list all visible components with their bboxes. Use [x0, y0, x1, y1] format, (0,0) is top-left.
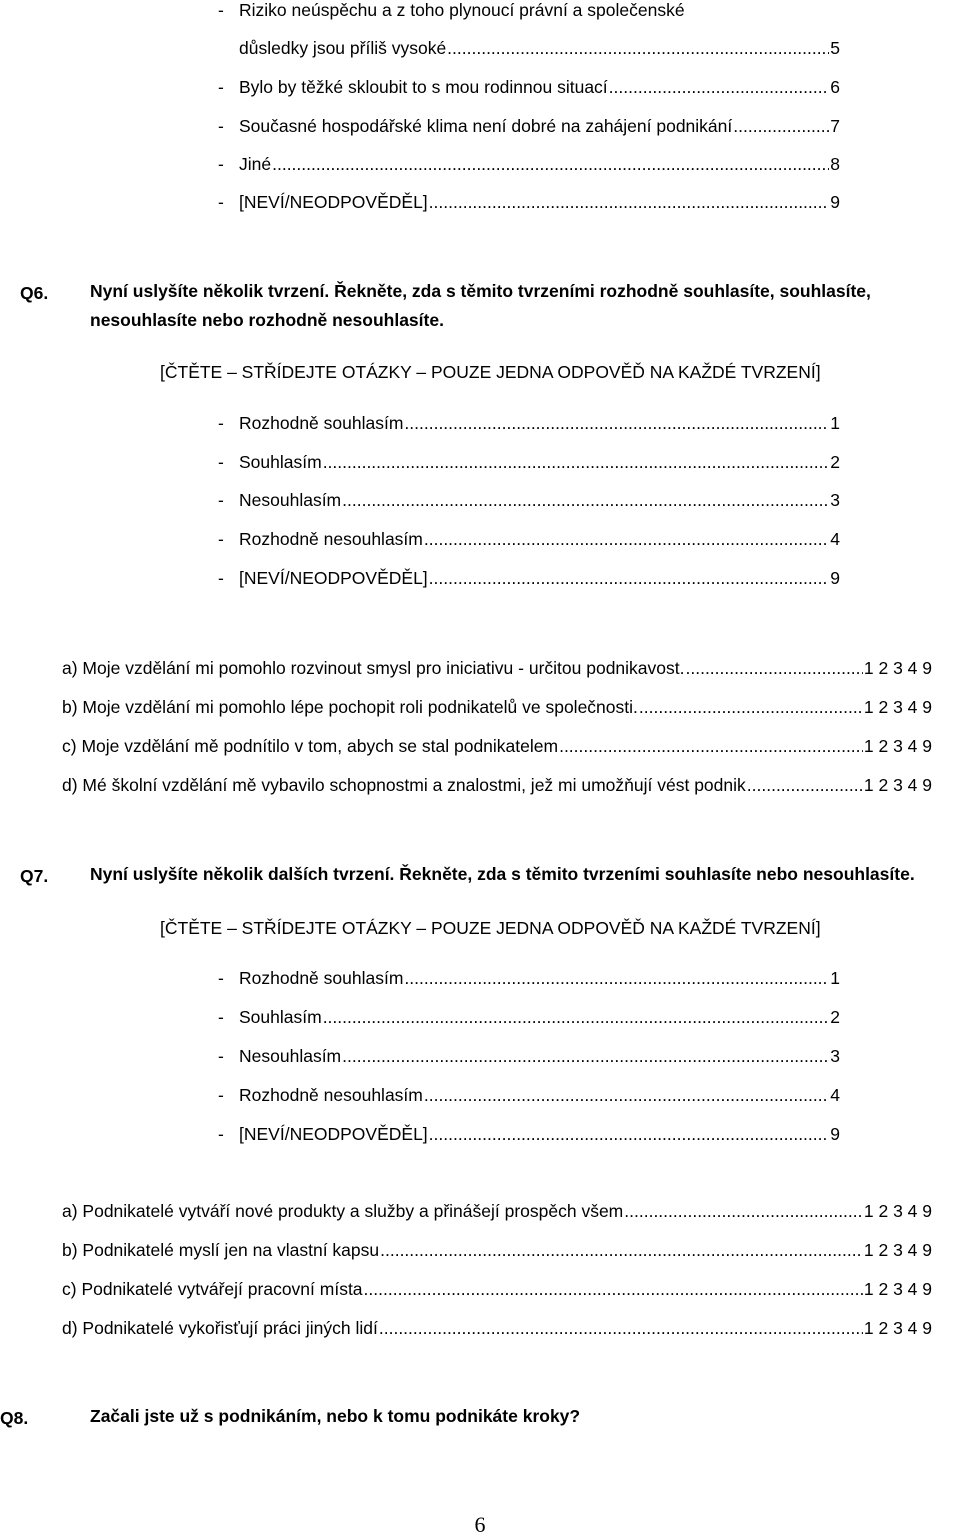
question-text: Začali jste už s podnikáním, nebo k tomu podnikáte kroky? [90, 1406, 581, 1426]
option-row: - [NEVÍ/NEODPOVĚDĚL] ..... 9 [218, 192, 840, 213]
statement-row [62, 1318, 932, 1339]
option-code: 2 [830, 452, 840, 472]
option-label: Souhlasím [239, 452, 322, 472]
statement-codes: 1 2 3 4 9 [863, 697, 932, 717]
statement-codes: 1 2 3 4 9 [863, 775, 932, 795]
option-label: Rozhodně nesouhlasím [239, 529, 423, 549]
option-row: - Souhlasím ..... 2 [218, 1007, 840, 1028]
option-label: Rozhodně nesouhlasím [239, 1085, 423, 1105]
statement-row [62, 697, 932, 718]
option-label: Nesouhlasím [239, 490, 342, 510]
option-code: 1 [830, 413, 840, 433]
option-code: 7 [830, 116, 840, 136]
statement-codes: 1 2 3 4 9 [863, 1201, 932, 1221]
statement-text: b) Podnikatelé myslí jen na vlastní kapsu [62, 1240, 380, 1260]
option-row: - Rozhodně nesouhlasím ..... 4 [218, 529, 840, 550]
option-row [239, 38, 840, 59]
option-label: Rozhodně souhlasím [239, 413, 404, 433]
statement-row [62, 1279, 932, 1300]
statement-row [62, 736, 932, 757]
option-code: 3 [830, 1046, 840, 1066]
option-row: - Bylo by těžké skloubit to s mou rodinnou situací ..... 6 [218, 77, 840, 98]
statement-text: a) Moje vzdělání mi pomohlo rozvinout smysl pro iniciativu - určitou podnikavost. [62, 658, 685, 678]
option-label: Bylo by těžké skloubit to s mou rodinnou situací [239, 77, 608, 97]
option-row: - Jiné ..... 8 [218, 154, 840, 175]
option-code: 6 [830, 77, 840, 97]
option-row: - Rozhodně nesouhlasím ..... 4 [218, 1085, 840, 1106]
option-label: Současné hospodářské klima není dobré na zahájení podnikání [239, 116, 733, 136]
option-row: - Rozhodně souhlasím ..... 1 [218, 413, 840, 434]
statement-codes: 1 2 3 4 9 [863, 1318, 932, 1338]
option-code: 1 [830, 968, 840, 988]
option-code: 4 [830, 1085, 840, 1105]
option-label: Souhlasím [239, 1007, 322, 1027]
statement-row [62, 658, 932, 679]
option-code: 5 [830, 38, 840, 58]
statement-text: b) Moje vzdělání mi pomohlo lépe pochopit roli podnikatelů ve společnosti. [62, 697, 638, 717]
statement-row [62, 1240, 932, 1261]
option-code: 9 [830, 1124, 840, 1144]
option-code: 4 [830, 529, 840, 549]
option-row: - Rozhodně souhlasím ..... 1 [218, 968, 840, 989]
statement-row [62, 1201, 932, 1222]
option-row: - Nesouhlasím ..... 3 [218, 490, 840, 511]
option-label: Rozhodně souhlasím [239, 968, 404, 988]
statement-text: c) Moje vzdělání mě podnítilo v tom, abych se stal podnikatelem [62, 736, 559, 756]
option-label: Riziko neúspěchu a z toho plynoucí právní a společenské [239, 0, 685, 20]
statement-codes: 1 2 3 4 9 [863, 736, 932, 756]
question-number: Q8. [0, 1408, 29, 1428]
question-text-line: nesouhlasíte nebo rozhodně nesouhlasíte. [90, 310, 444, 330]
option-row: - Nesouhlasím ..... 3 [218, 1046, 840, 1067]
statement-codes: 1 2 3 4 9 [863, 1240, 932, 1260]
statement-row [62, 775, 932, 796]
option-label: Nesouhlasím [239, 1046, 342, 1066]
option-code: 9 [830, 192, 840, 212]
option-row: - Riziko neúspěchu a z toho plynoucí právní a společenské [218, 0, 685, 20]
option-code: 2 [830, 1007, 840, 1027]
option-label: Jiné [239, 154, 272, 174]
statement-text: d) Podnikatelé vykořisťují práci jiných lidí [62, 1318, 378, 1338]
statement-text: d) Mé školní vzdělání mě vybavilo schopnostmi a znalostmi, jež mi umožňují vést podnik [62, 775, 746, 795]
question-text: Nyní uslyšíte několik dalších tvrzení. Řekněte, zda s těmito tvrzeními souhlasíte nebo nesouhlasíte. [90, 864, 915, 884]
question-number: Q6. [20, 283, 49, 303]
option-row: - [NEVÍ/NEODPOVĚDĚL] ..... 9 [218, 568, 840, 589]
question-number: Q7. [20, 866, 49, 886]
option-row: - [NEVÍ/NEODPOVĚDĚL] ..... 9 [218, 1124, 840, 1145]
interviewer-instruction: [ČTĚTE – STŘÍDEJTE OTÁZKY – POUZE JEDNA ODPOVĚĎ NA KAŽDÉ TVRZENÍ] [160, 362, 821, 382]
option-label: důsledky jsou příliš vysoké [239, 38, 447, 58]
option-label: [NEVÍ/NEODPOVĚDĚL] [239, 1124, 428, 1144]
option-code: 3 [830, 490, 840, 510]
statement-text: c) Podnikatelé vytvářejí pracovní místa [62, 1279, 363, 1299]
option-code: 8 [830, 154, 840, 174]
option-label: [NEVÍ/NEODPOVĚDĚL] [239, 568, 428, 588]
statement-codes: 1 2 3 4 9 [863, 658, 932, 678]
option-row: - Současné hospodářské klima není dobré na zahájení podnikání ..... 7 [218, 116, 840, 137]
statement-text: a) Podnikatelé vytváří nové produkty a služby a přinášejí prospěch všem [62, 1201, 624, 1221]
question-text-line: Nyní uslyšíte několik tvrzení. Řekněte, zda s těmito tvrzeními rozhodně souhlasíte, souhlasíte, [90, 281, 871, 301]
statement-codes: 1 2 3 4 9 [863, 1279, 932, 1299]
question-text [90, 277, 950, 335]
option-label: [NEVÍ/NEODPOVĚDĚL] [239, 192, 428, 212]
interviewer-instruction: [ČTĚTE – STŘÍDEJTE OTÁZKY – POUZE JEDNA ODPOVĚĎ NA KAŽDÉ TVRZENÍ] [160, 918, 821, 938]
option-row: - Souhlasím ..... 2 [218, 452, 840, 473]
option-code: 9 [830, 568, 840, 588]
page-number: 6 [474, 1512, 486, 1537]
